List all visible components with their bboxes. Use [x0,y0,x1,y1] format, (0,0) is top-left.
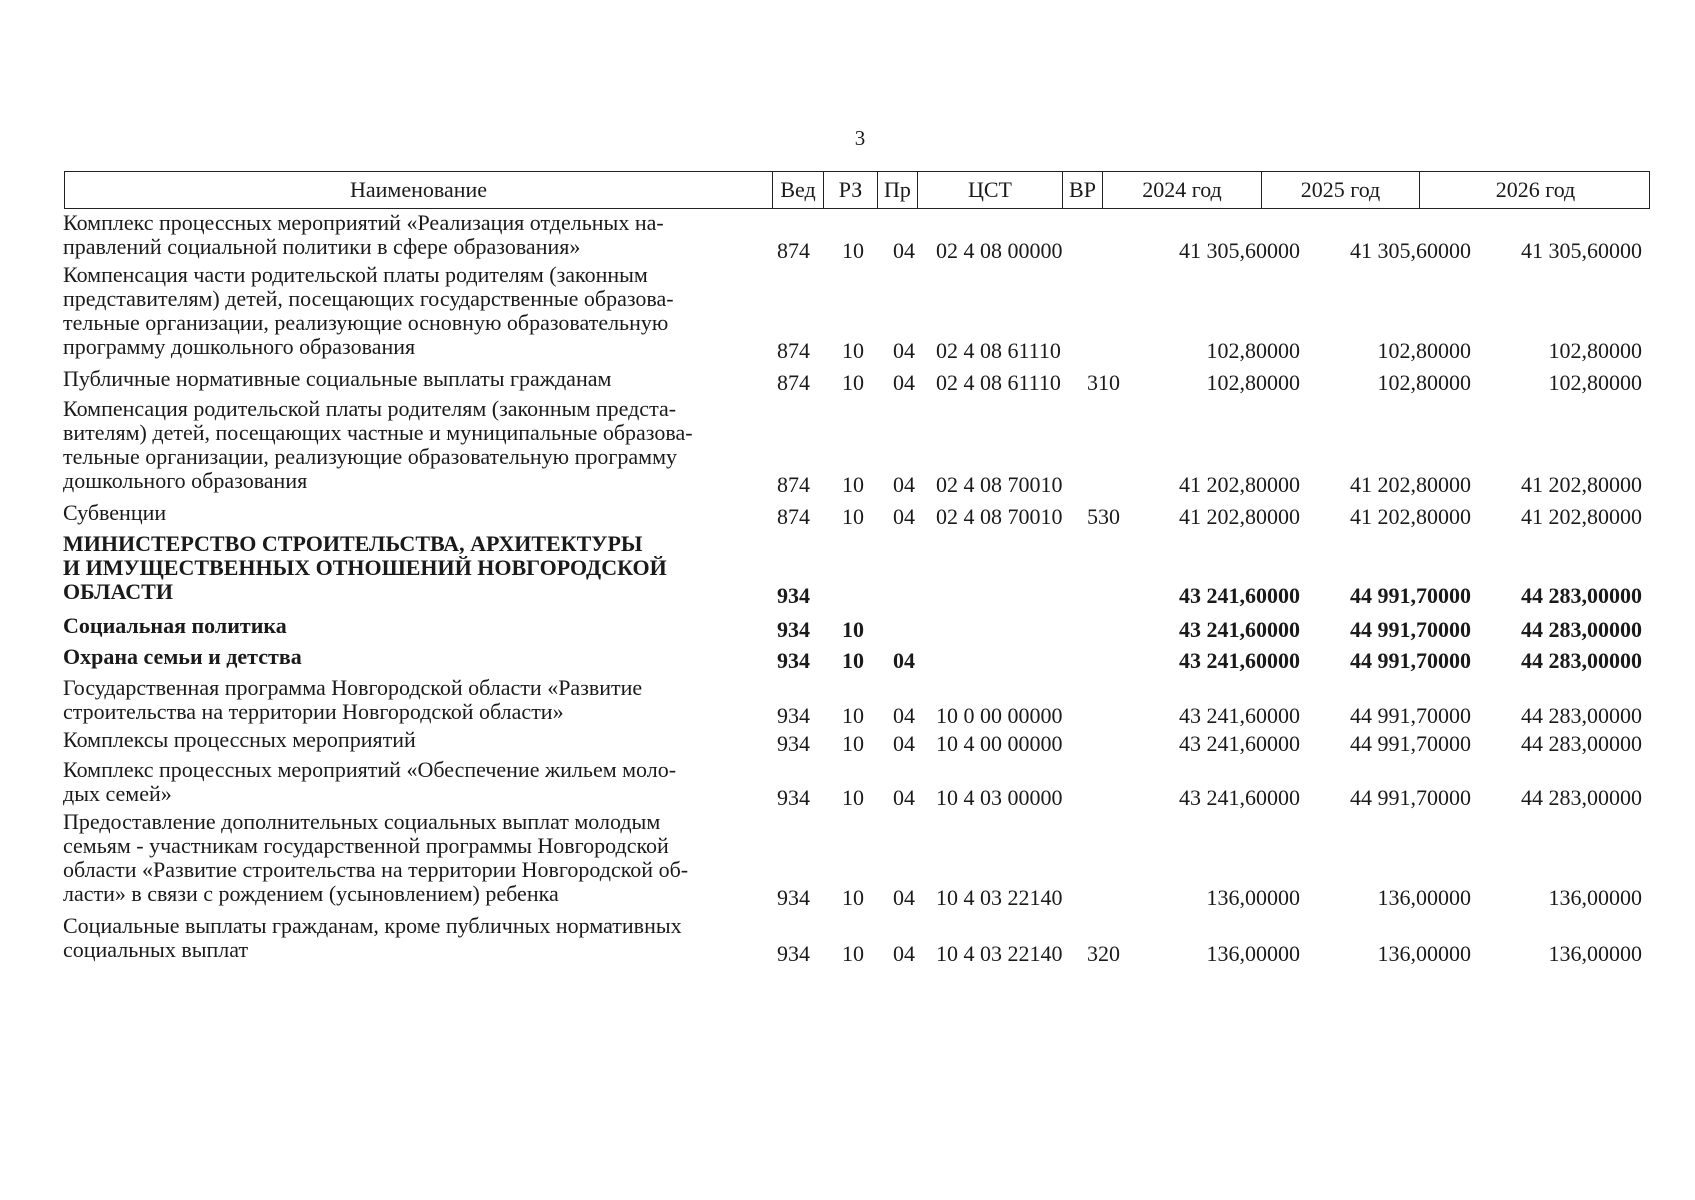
row-rz: 10 [842,885,864,910]
row-name-line: Охрана семьи и детства [63,644,302,669]
row-name-line: Компенсация части родительской платы родителям (законным [63,262,648,287]
row-name [63,501,763,525]
row-2026: 44 283,00000 [1521,617,1642,642]
row-pr: 04 [893,731,915,756]
row-ved: 874 [777,472,810,497]
row-ved: 934 [777,885,810,910]
header-cst: ЦСТ [917,172,1062,208]
row-vr: 530 [1087,504,1120,529]
row-name [63,758,763,806]
row-2024: 43 241,60000 [1179,731,1300,756]
row-name-line: программу дошкольного образования [63,334,416,359]
row-name-line: Публичные нормативные социальные выплаты гражданам [63,366,612,391]
header-pr: Пр [877,172,917,208]
row-2024: 43 241,60000 [1179,785,1300,810]
row-ved: 934 [777,703,810,728]
row-name-line: строительства на территории Новгородской области» [63,699,564,724]
row-ved: 874 [777,504,810,529]
row-2024: 136,00000 [1206,941,1300,966]
row-pr: 04 [893,472,915,497]
row-ved: 934 [777,583,810,608]
row-rz: 10 [842,472,864,497]
row-rz: 10 [842,785,864,810]
row-cst: 02 4 08 70010 [936,472,1063,497]
row-name [63,263,763,359]
row-rz: 10 [842,338,864,363]
row-name-line: тельные организации, реализующие основную образовательную [63,310,669,335]
row-2026: 44 283,00000 [1521,731,1642,756]
row-cst: 10 0 00 00000 [936,703,1063,728]
row-name [63,810,763,906]
page-number: 3 [854,126,866,150]
row-2024: 102,80000 [1206,370,1300,395]
row-cst: 02 4 08 61110 [936,370,1061,395]
row-name [63,728,763,752]
table-header [64,171,1650,209]
row-2026: 44 283,00000 [1521,785,1642,810]
row-rz: 10 [842,617,864,642]
row-name-line: Социальная политика [63,613,287,638]
header-2024: 2024 год [1102,172,1261,208]
row-2026: 136,00000 [1548,885,1642,910]
row-2026: 136,00000 [1548,941,1642,966]
row-cst: 10 4 03 22140 [936,941,1063,966]
row-2025: 41 202,80000 [1350,472,1471,497]
row-ved: 934 [777,648,810,673]
row-2025: 44 991,70000 [1350,703,1471,728]
row-rz: 10 [842,238,864,263]
row-2024: 41 305,60000 [1179,238,1300,263]
row-name-line: дошкольного образования [63,468,308,493]
row-ved: 934 [777,617,810,642]
row-vr: 310 [1087,370,1120,395]
row-rz: 10 [842,941,864,966]
row-cst: 02 4 08 00000 [936,238,1063,263]
header-vr: ВР [1062,172,1102,208]
row-2024: 102,80000 [1206,338,1300,363]
row-pr: 04 [893,504,915,529]
row-2026: 41 202,80000 [1521,472,1642,497]
header-name: Наименование [349,177,488,202]
row-2025: 136,00000 [1377,941,1471,966]
row-cst: 10 4 03 22140 [936,885,1063,910]
row-name [63,367,763,391]
row-rz: 10 [842,370,864,395]
row-pr: 04 [893,238,915,263]
row-ved: 874 [777,338,810,363]
row-ved: 874 [777,370,810,395]
row-2025: 41 202,80000 [1350,504,1471,529]
row-name-line: ОБЛАСТИ [63,579,173,604]
row-pr: 04 [893,785,915,810]
row-2024: 136,00000 [1206,885,1300,910]
row-name-line: социальных выплат [63,937,249,962]
row-name-line: правлений социальной политики в сфере образования» [63,234,581,259]
row-name-line: ласти» в связи с рождением (усыновлением) ребенка [63,881,559,906]
row-2025: 136,00000 [1377,885,1471,910]
row-2025: 44 991,70000 [1350,583,1471,608]
row-name [63,614,763,638]
row-2024: 43 241,60000 [1179,583,1300,608]
row-pr: 04 [893,648,915,673]
row-2026: 102,80000 [1548,338,1642,363]
row-name [63,532,763,604]
row-cst: 10 4 03 00000 [936,785,1063,810]
row-rz: 10 [842,731,864,756]
row-2026: 44 283,00000 [1521,648,1642,673]
row-2025: 41 305,60000 [1350,238,1471,263]
row-name-line: Комплекс процессных мероприятий «Обеспечение жильем моло- [63,757,677,782]
row-2024: 43 241,60000 [1179,617,1300,642]
row-name-line: семьям - участникам государственной программы Новгородской [63,833,669,858]
row-name-line: Компенсация родительской платы родителям (законным предста- [63,396,677,421]
row-name-line: И ИМУЩЕСТВЕННЫХ ОТНОШЕНИЙ НОВГОРОДСКОЙ [63,555,667,580]
row-rz: 10 [842,703,864,728]
row-pr: 04 [893,885,915,910]
row-2025: 44 991,70000 [1350,648,1471,673]
row-pr: 04 [893,941,915,966]
row-2026: 44 283,00000 [1521,703,1642,728]
row-2025: 44 991,70000 [1350,617,1471,642]
row-cst: 02 4 08 61110 [936,338,1061,363]
row-name-line: Социальные выплаты гражданам, кроме публичных нормативных [63,913,682,938]
row-2025: 44 991,70000 [1350,731,1471,756]
row-2024: 41 202,80000 [1179,504,1300,529]
row-name-line: тельные организации, реализующие образовательную программу [63,444,678,469]
row-name [63,645,763,669]
row-2024: 41 202,80000 [1179,472,1300,497]
row-name-line: Субвенции [63,500,167,525]
row-pr: 04 [893,703,915,728]
header-2025: 2025 год [1261,172,1419,208]
row-2025: 102,80000 [1377,338,1471,363]
row-rz: 10 [842,648,864,673]
row-ved: 874 [777,238,810,263]
row-name-line: дых семей» [63,781,172,806]
row-2024: 43 241,60000 [1179,648,1300,673]
row-name-line: МИНИСТЕРСТВО СТРОИТЕЛЬСТВА, АРХИТЕКТУРЫ [63,531,643,556]
row-pr: 04 [893,338,915,363]
row-2025: 44 991,70000 [1350,785,1471,810]
row-ved: 934 [777,785,810,810]
row-name-line: Государственная программа Новгородской области «Развитие [63,675,643,700]
row-cst: 02 4 08 70010 [936,504,1063,529]
row-name [63,676,763,724]
row-name [63,211,763,259]
row-pr: 04 [893,370,915,395]
row-rz: 10 [842,504,864,529]
header-ved: Вед [772,172,823,208]
row-ved: 934 [777,731,810,756]
row-2025: 102,80000 [1377,370,1471,395]
row-name-line: Комплексы процессных мероприятий [63,727,416,752]
row-ved: 934 [777,941,810,966]
row-2026: 102,80000 [1548,370,1642,395]
row-2024: 43 241,60000 [1179,703,1300,728]
row-name-line: вителям) детей, посещающих частные и муниципальные образова- [63,420,693,445]
row-2026: 44 283,00000 [1521,583,1642,608]
row-vr: 320 [1087,941,1120,966]
row-2026: 41 202,80000 [1521,504,1642,529]
row-name [63,397,763,493]
header-rz: РЗ [823,172,877,208]
row-name [63,914,763,962]
row-2026: 41 305,60000 [1521,238,1642,263]
header-2026: 2026 год [1419,172,1651,208]
row-name-line: Комплекс процессных мероприятий «Реализация отдельных на- [63,210,664,235]
row-name-line: Предоставление дополнительных социальных выплат молодым [63,809,661,834]
row-cst: 10 4 00 00000 [936,731,1063,756]
row-name-line: представителям) детей, посещающих государственные образова- [63,286,674,311]
row-name-line: области «Развитие строительства на территории Новгородской об- [63,857,689,882]
